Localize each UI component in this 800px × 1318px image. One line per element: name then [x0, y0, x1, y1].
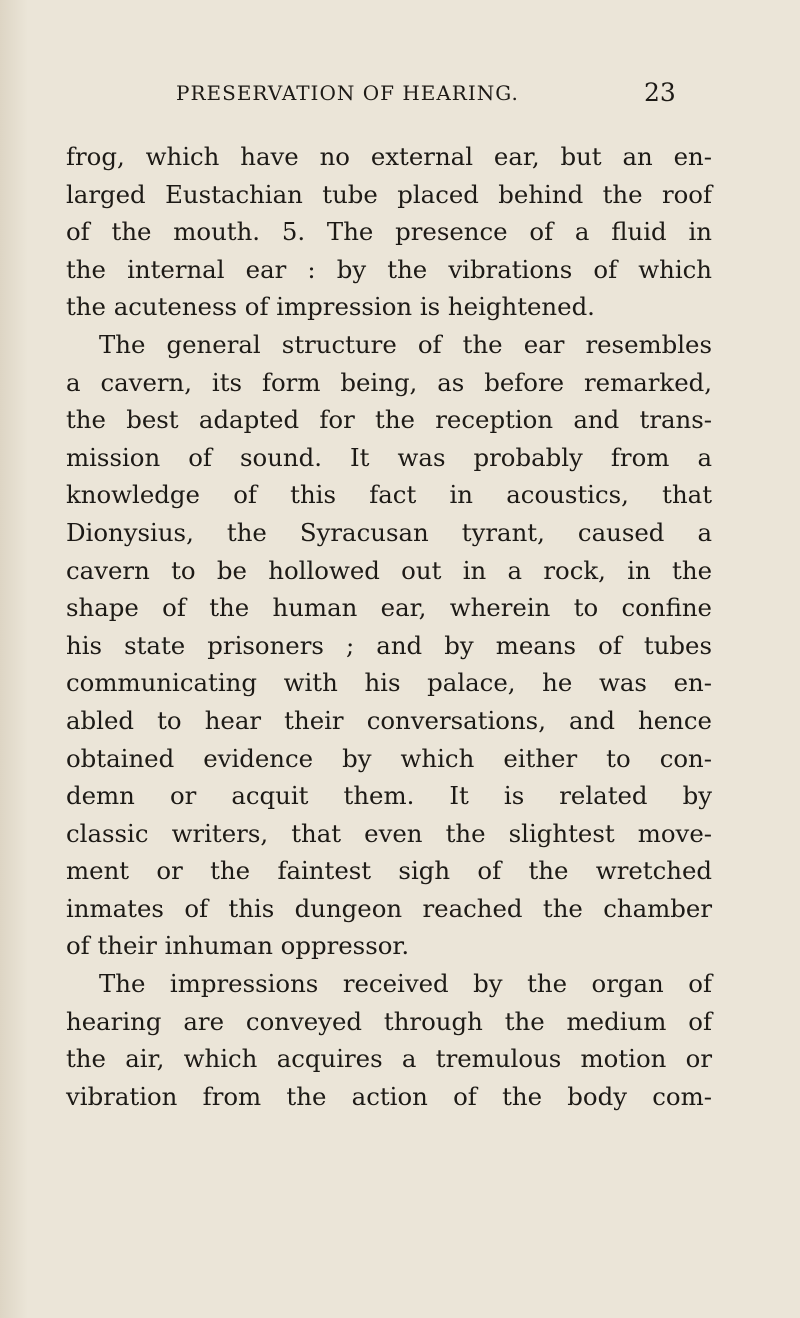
text-line: larged Eustachian tube placed behind the roof [66, 179, 712, 209]
text-line: ment or the faintest sigh of the wretched [66, 856, 712, 886]
running-head [0, 78, 800, 108]
text-line: his state prisoners ; and by means of tubes [66, 630, 712, 660]
page-number: 23 [644, 78, 676, 107]
text-line: frog, which have no external ear, but an en- [66, 142, 712, 171]
text-line: inmates of this dungeon reached the chamber [66, 893, 712, 923]
text-line: a cavern, its form being, as before remarked, [66, 367, 712, 397]
text-line: vibration from the action of the body com- [66, 1081, 712, 1111]
text-line: shape of the human ear, wherein to confine [66, 593, 712, 623]
text-line: cavern to be hollowed out in a rock, in the [66, 555, 712, 585]
text-line: the acuteness of impression is heightened. [66, 292, 595, 322]
text-line: knowledge of this fact in acoustics, that [66, 480, 712, 510]
text-line: mission of sound. It was probably from a [66, 442, 712, 472]
text-line: classic writers, that even the slightest move- [66, 818, 712, 848]
text-line: the internal ear : by the vibrations of which [66, 254, 712, 284]
text-line: abled to hear their conversations, and hence [66, 705, 712, 735]
text-line: obtained evidence by which either to con- [66, 743, 712, 773]
paragraph-start-line: The impressions received by the organ of [99, 969, 712, 999]
running-title: PRESERVATION OF HEARING. [176, 81, 519, 105]
text-line: of the mouth. 5. The presence of a fluid in [66, 217, 712, 247]
text-line: the air, which acquires a tremulous motion or [66, 1044, 712, 1074]
text-line: of their inhuman oppressor. [66, 931, 410, 961]
text-line: hearing are conveyed through the medium of [66, 1006, 712, 1036]
paragraph-start-line: The general structure of the ear resembles [99, 329, 712, 359]
text-line: communicating with his palace, he was en- [66, 668, 712, 698]
text-line: Dionysius, the Syracusan tyrant, caused a [66, 517, 712, 547]
body-text [66, 138, 712, 1115]
text-line: demn or acquit them. It is related by [66, 781, 712, 811]
text-line: the best adapted for the reception and trans- [66, 405, 712, 435]
